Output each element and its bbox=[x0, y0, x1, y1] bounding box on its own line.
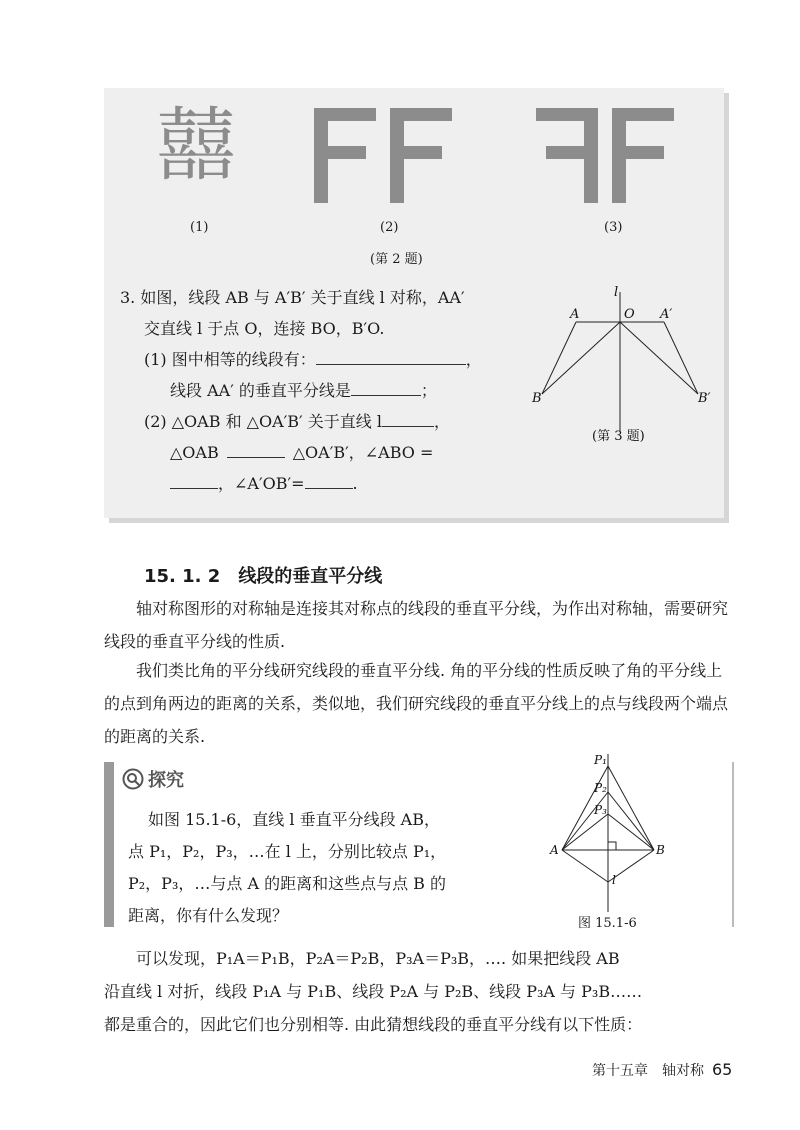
exercise2-caption: (第 2 题) bbox=[370, 252, 423, 267]
section-number: 15. 1. 2 bbox=[144, 566, 221, 587]
paragraph-1: 轴对称图形的对称轴是连接其对称点的线段的垂直平分线，为作出对称轴，需要研究线段的垂直平分线的性质. bbox=[104, 599, 729, 651]
ex3-line2: 交直线 l 于点 O，连接 BO，B′O. bbox=[144, 319, 385, 338]
fig3-label-b-prime: B′ bbox=[698, 391, 711, 406]
explore-line1: 如图 15.1-6，直线 l 垂直平分线段 AB， bbox=[148, 810, 440, 829]
answer-blank[interactable] bbox=[227, 439, 285, 458]
answer-blank[interactable] bbox=[305, 470, 353, 489]
fig6-label-p1: P₁ bbox=[594, 753, 607, 767]
section-title bbox=[144, 562, 400, 588]
paragraph-2: 我们类比角的平分线研究线段的垂直平分线. 角的平分线的性质反映了角的平分线上的点到角两边的距离的关系，类似地，我们研究线段的垂直平分线上的点与线段两个端点的距离的关系. bbox=[104, 661, 729, 746]
fig6-label-p3: P₃ bbox=[594, 803, 607, 817]
conclusion-line2: 沿直线 l 对折，线段 P₁A 与 P₁B、线段 P₂A 与 P₂B、线段 P₃A 与 P₃B…… bbox=[104, 982, 643, 1001]
conclusion-line1: 可以发现，P₁A＝P₁B，P₂A＝P₂B，P₃A＝P₃B，…. 如果把线段 AB bbox=[136, 949, 620, 968]
ex3-line1: 3. 如图，线段 AB 与 A′B′ 关于直线 l 对称，AA′ bbox=[120, 288, 465, 307]
answer-blank[interactable] bbox=[382, 408, 434, 427]
section-heading: 线段的垂直平分线 bbox=[238, 566, 383, 587]
page-number: 65 bbox=[712, 1060, 733, 1079]
fig3-label-a-prime: A′ bbox=[660, 307, 673, 322]
ex3-part2c: ，∠A′OB′= . bbox=[120, 468, 540, 499]
double-happiness-glyph: 囍 bbox=[156, 99, 236, 192]
fig6-label-l: l bbox=[612, 873, 616, 887]
glyph-label-2: (2) bbox=[380, 220, 399, 235]
answer-blank[interactable] bbox=[316, 346, 466, 365]
fig6-label-a: A bbox=[550, 843, 559, 857]
explore-body bbox=[128, 804, 508, 932]
fig6-label-p2: P₂ bbox=[594, 781, 607, 795]
glyph-label-1: (1) bbox=[190, 220, 209, 235]
fig3-label-o: O bbox=[624, 307, 635, 322]
ex3-part1a: (1) 图中相等的线段有： ， bbox=[120, 344, 540, 375]
explore-line2: 点 P₁，P₂，P₃，…在 l 上，分别比较点 P₁， bbox=[128, 842, 447, 861]
mirrored-f-glyph bbox=[536, 108, 686, 203]
figure6-caption: 图 15.1-6 bbox=[578, 916, 637, 931]
exercise3-text bbox=[120, 282, 540, 499]
fig6-label-b: B bbox=[656, 843, 665, 857]
answer-blank[interactable] bbox=[351, 377, 421, 396]
explore-line4: 距离，你有什么发现？ bbox=[128, 906, 289, 925]
explore-side-bar bbox=[104, 762, 114, 927]
ex3-part2a: (2) △OAB 和 △OA′B′ 关于直线 l ， bbox=[120, 406, 540, 437]
fig3-label-l: l bbox=[614, 285, 619, 300]
explore-right-rule bbox=[732, 762, 734, 927]
exercise3-caption: (第 3 题) bbox=[592, 429, 645, 444]
ex3-part1b: 线段 AA′ 的垂直平分线是 ； bbox=[120, 375, 540, 406]
figure-15-1-6 bbox=[548, 752, 678, 914]
glyph-label-3: (3) bbox=[604, 220, 623, 235]
answer-blank[interactable] bbox=[170, 470, 218, 489]
chapter-label: 第十五章 轴对称 bbox=[592, 1063, 704, 1079]
ff-glyph bbox=[314, 108, 464, 203]
exercise3-figure bbox=[530, 282, 720, 452]
page-footer bbox=[592, 1060, 732, 1080]
magnifier-icon bbox=[122, 768, 144, 790]
conclusion-paragraph bbox=[104, 942, 736, 1041]
fig3-label-a: A bbox=[570, 307, 580, 322]
ex3-part2b: △OAB △OA′B′，∠ABO = bbox=[120, 437, 540, 468]
conclusion-line3: 都是重合的，因此它们也分别相等. 由此猜想线段的垂直平分线有以下性质： bbox=[104, 1015, 643, 1034]
fig3-label-b: B bbox=[532, 391, 542, 406]
explore-line3: P₂，P₃，…与点 A 的距离和这些点与点 B 的 bbox=[128, 874, 447, 893]
explore-heading: 探究 bbox=[122, 766, 184, 792]
